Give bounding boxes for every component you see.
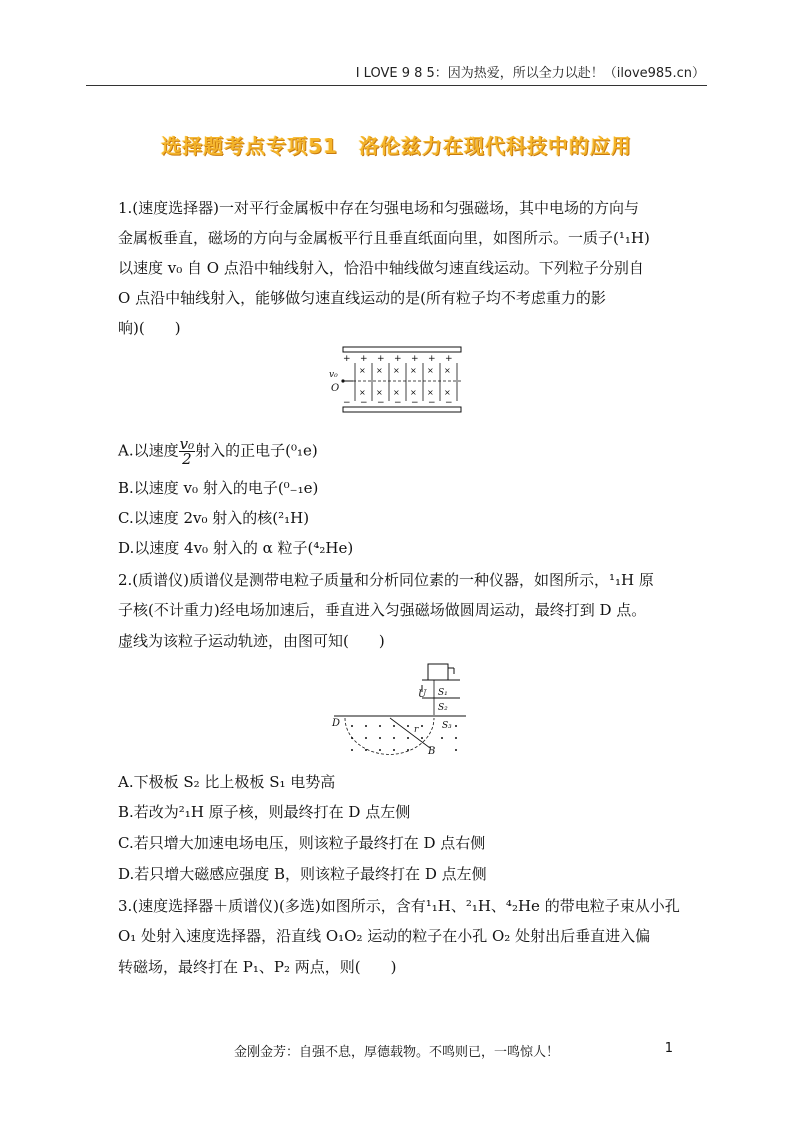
q1-option-d: D.以速度 4v₀ 射入的 α 粒子(⁴₂He) [118,539,354,557]
svg-text:×: × [393,388,400,397]
s3-label: S₃ [442,721,452,731]
svg-text:+: + [360,354,368,364]
svg-text:−: − [394,398,402,408]
page-header: I LOVE 9 8 5：因为热爱，所以全力以赴！（ilove985.cn） [355,66,705,81]
page-title: 选择题考点专项51 洛伦兹力在现代科技中的应用 [161,134,632,158]
svg-text:×: × [359,366,366,375]
q1-line-2: 金属板垂直，磁场的方向与金属板平行且垂直纸面向里，如图所示。一质子(¹₁H) [118,229,650,247]
svg-text:+: + [343,354,351,364]
u-label: U [418,689,427,700]
q1-option-c: C.以速度 2v₀ 射入的核(²₁H) [118,509,310,527]
svg-text:×: × [410,366,417,375]
q3-line-2: O₁ 处射入速度选择器，沿直线 O₁O₂ 运动的粒子在小孔 O₂ 处射出后垂直进入偏 [118,927,651,945]
q2-line-2: 子核(不计重力)经电场加速后，垂直进入匀强磁场做圆周运动，最终打到 D 点。 [118,601,647,619]
svg-text:−: − [411,398,419,408]
r-label: r [414,725,419,735]
svg-text:−: − [343,398,351,408]
svg-text:×: × [393,366,400,375]
q2-option-c: C.若只增大加速电场电压，则该粒子最终打在 D 点右侧 [118,834,486,852]
q1-line-4: O 点沿中轴线射入，能够做匀速直线运动的是(所有粒子均不考虑重力的影 [118,289,606,307]
q3-line-1: 3.(速度选择器＋质谱仪)(多选)如图所示，含有¹₁H、²₁H、⁴₂He 的带电粒子束从小孔 [118,897,680,915]
svg-text:+: + [394,354,402,364]
q1-line-5: 响)( ) [118,319,181,337]
svg-text:×: × [427,366,434,375]
q1-option-b: B.以速度 v₀ 射入的电子(⁰₋₁e) [118,479,319,497]
q1-line-1: 1.(速度选择器)一对平行金属板中存在匀强电场和匀强磁场，其中电场的方向与 [118,199,640,217]
q2-option-d: D.若只增大磁感应强度 B，则该粒子最终打在 D 点左侧 [118,865,487,883]
page-footer: 金刚金芳：自强不息，厚德载物。不鸣则已，一鸣惊人！ [233,1045,559,1060]
q2-line-3: 虚线为该粒子运动轨迹，由图可知( ) [118,632,385,650]
svg-text:+: + [411,354,419,364]
q2-option-a: A.下极板 S₂ 比上极板 S₁ 电势高 [118,773,336,791]
q2-line-1: 2.(质谱仪)质谱仪是测带电粒子质量和分析同位素的一种仪器，如图所示，¹₁H 原 [118,571,654,589]
q2-option-b: B.若改为²₁H 原子核，则最终打在 D 点左侧 [118,803,411,821]
header-rule [86,85,707,86]
q3-line-3: 转磁场，最终打在 P₁、P₂ 两点，则( ) [118,958,397,976]
svg-text:×: × [427,388,434,397]
svg-text:+: + [377,354,385,364]
svg-text:×: × [444,388,451,397]
page-number: 1 [664,1041,673,1056]
svg-text:−: − [360,398,368,408]
svg-text:×: × [359,388,366,397]
svg-text:×: × [410,388,417,397]
b-label: B [428,746,436,757]
d-label: D [332,718,341,729]
q1-option-a: A.以速度 $\frac{\text{v₀}}{2}$ 射入的正电子(⁰₁e) [118,435,318,468]
svg-text:×: × [376,366,383,375]
velocity-selector-figure [325,345,465,417]
svg-text:−: − [377,398,385,408]
mass-spectrometer-figure [330,660,470,760]
svg-text:+: + [428,354,436,364]
svg-text:−: − [428,398,436,408]
svg-text:×: × [376,388,383,397]
svg-text:−: − [445,398,453,408]
s2-label: S₂ [438,703,448,713]
svg-text:+: + [445,354,453,364]
svg-text:×: × [444,366,451,375]
o-label: O [331,383,340,394]
q1-line-3: 以速度 v₀ 自 O 点沿中轴线射入，恰沿中轴线做匀速直线运动。下列粒子分别自 [118,259,644,277]
s1-label: S₁ [438,688,448,698]
v0-label: v₀ [329,370,338,380]
